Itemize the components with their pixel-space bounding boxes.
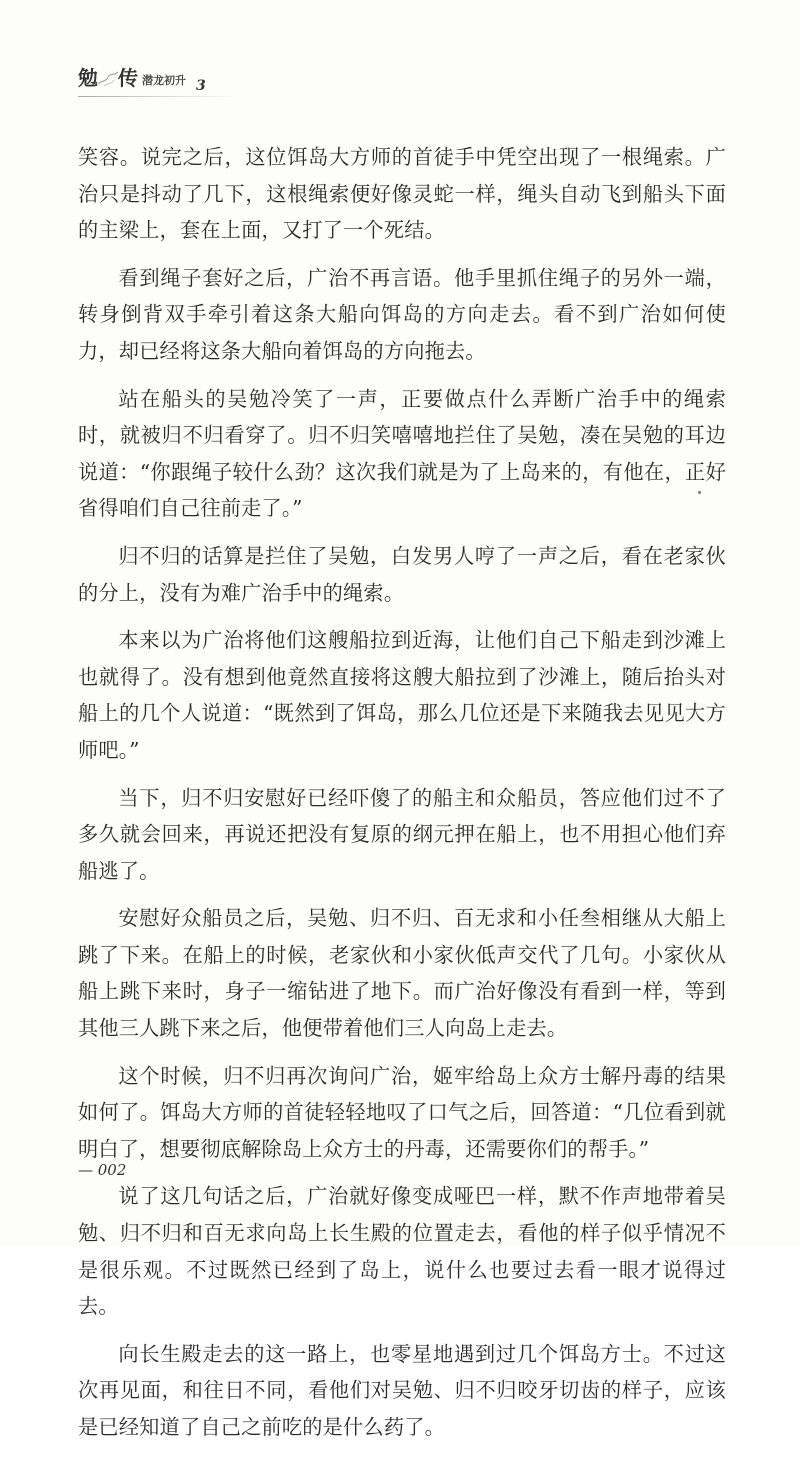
paragraph: 看到绳子套好之后，广治不再言语。他手里抓住绳子的另外一端，转身倒背双手牵引着这条大船向饵岛的方向走去。看不到广治如何使力，却已经将这条大船向着饵岛的方向拖去。 bbox=[78, 265, 726, 363]
paragraph: 这个时候，归不归再次询问广治，姬牢给岛上众方士解丹毒的结果如何了。饵岛大方师的首徒轻轻地叹了口气之后，回答道：“几位看到就明白了，想要彻底解除岛上众方士的丹毒，还需要你们的帮手。” bbox=[78, 1063, 726, 1161]
header-rule bbox=[78, 96, 238, 97]
page-number: — 002 bbox=[78, 1161, 127, 1179]
paragraph: 安慰好众船员之后，吴勉、归不归、百无求和小任叁相继从大船上跳了下来。在船上的时候，老家伙和小家伙低声交代了几句。小家伙从船上跳下来时，身子一缩钻进了地下。而广治好像没有看到一样，等到其他三人跳下来之后，他便带着他们三人向岛上走去。 bbox=[78, 906, 726, 1041]
running-header bbox=[78, 58, 738, 98]
header-volume-number: 3 bbox=[196, 78, 206, 94]
paragraph: 当下，归不归安慰好已经吓傻了的船主和众船员，答应他们过不了多久就会回来，再说还把没有复原的纲元押在船上，也不用担心他们弃船逃了。 bbox=[78, 785, 726, 883]
paragraph: 向长生殿走去的这一路上，也零星地遇到过几个饵岛方士。不过这次再见面，和往日不同，看他们对吴勉、归不归咬牙切齿的样子，应该是已经知道了自己之前吃的是什么药了。 bbox=[78, 1341, 726, 1439]
paragraph: 站在船头的吴勉冷笑了一声，正要做点什么弄断广治手中的绳索时，就被归不归看穿了。归不归笑嘻嘻地拦住了吴勉，凑在吴勉的耳边说道：“你跟绳子较什么劲？这次我们就是为了上岛来的，有他在，正好省得咱们自己往前走了。” bbox=[78, 386, 726, 521]
header-title-char-2: 传 bbox=[118, 66, 138, 90]
paragraph: 笑容。说完之后，这位饵岛大方师的首徒手中凭空出现了一根绳索。广治只是抖动了几下，这根绳索便好像灵蛇一样，绳头自动飞到船头下面的主梁上，套在上面，又打了一个死结。 bbox=[78, 145, 726, 243]
header-title-char-1: 勉 bbox=[78, 66, 98, 90]
body-text bbox=[78, 139, 726, 1457]
paragraph: 说了这几句话之后，广治就好像变成哑巴一样，默不作声地带着吴勉、归不归和百无求向岛上长生殿的位置走去，看他的样子似乎情况不是很乐观。不过既然已经到了岛上，说什么也要过去看一眼才说得过去。 bbox=[78, 1184, 726, 1319]
paragraph: 本来以为广治将他们这艘船拉到近海，让他们自己下船走到沙滩上也就得了。没有想到他竟然直接将这艘大船拉到了沙滩上，随后抬头对船上的几个人说道：“既然到了饵岛，那么几位还是下来随我去见见大方师吧。” bbox=[78, 628, 726, 762]
scan-speck bbox=[698, 491, 701, 494]
header-subtitle: 潜龙初升 bbox=[142, 74, 186, 87]
paragraph: 归不归的话算是拦住了吴勉，白发男人哼了一声之后，看在老家伙的分上，没有为难广治手中的绳索。 bbox=[78, 543, 726, 605]
